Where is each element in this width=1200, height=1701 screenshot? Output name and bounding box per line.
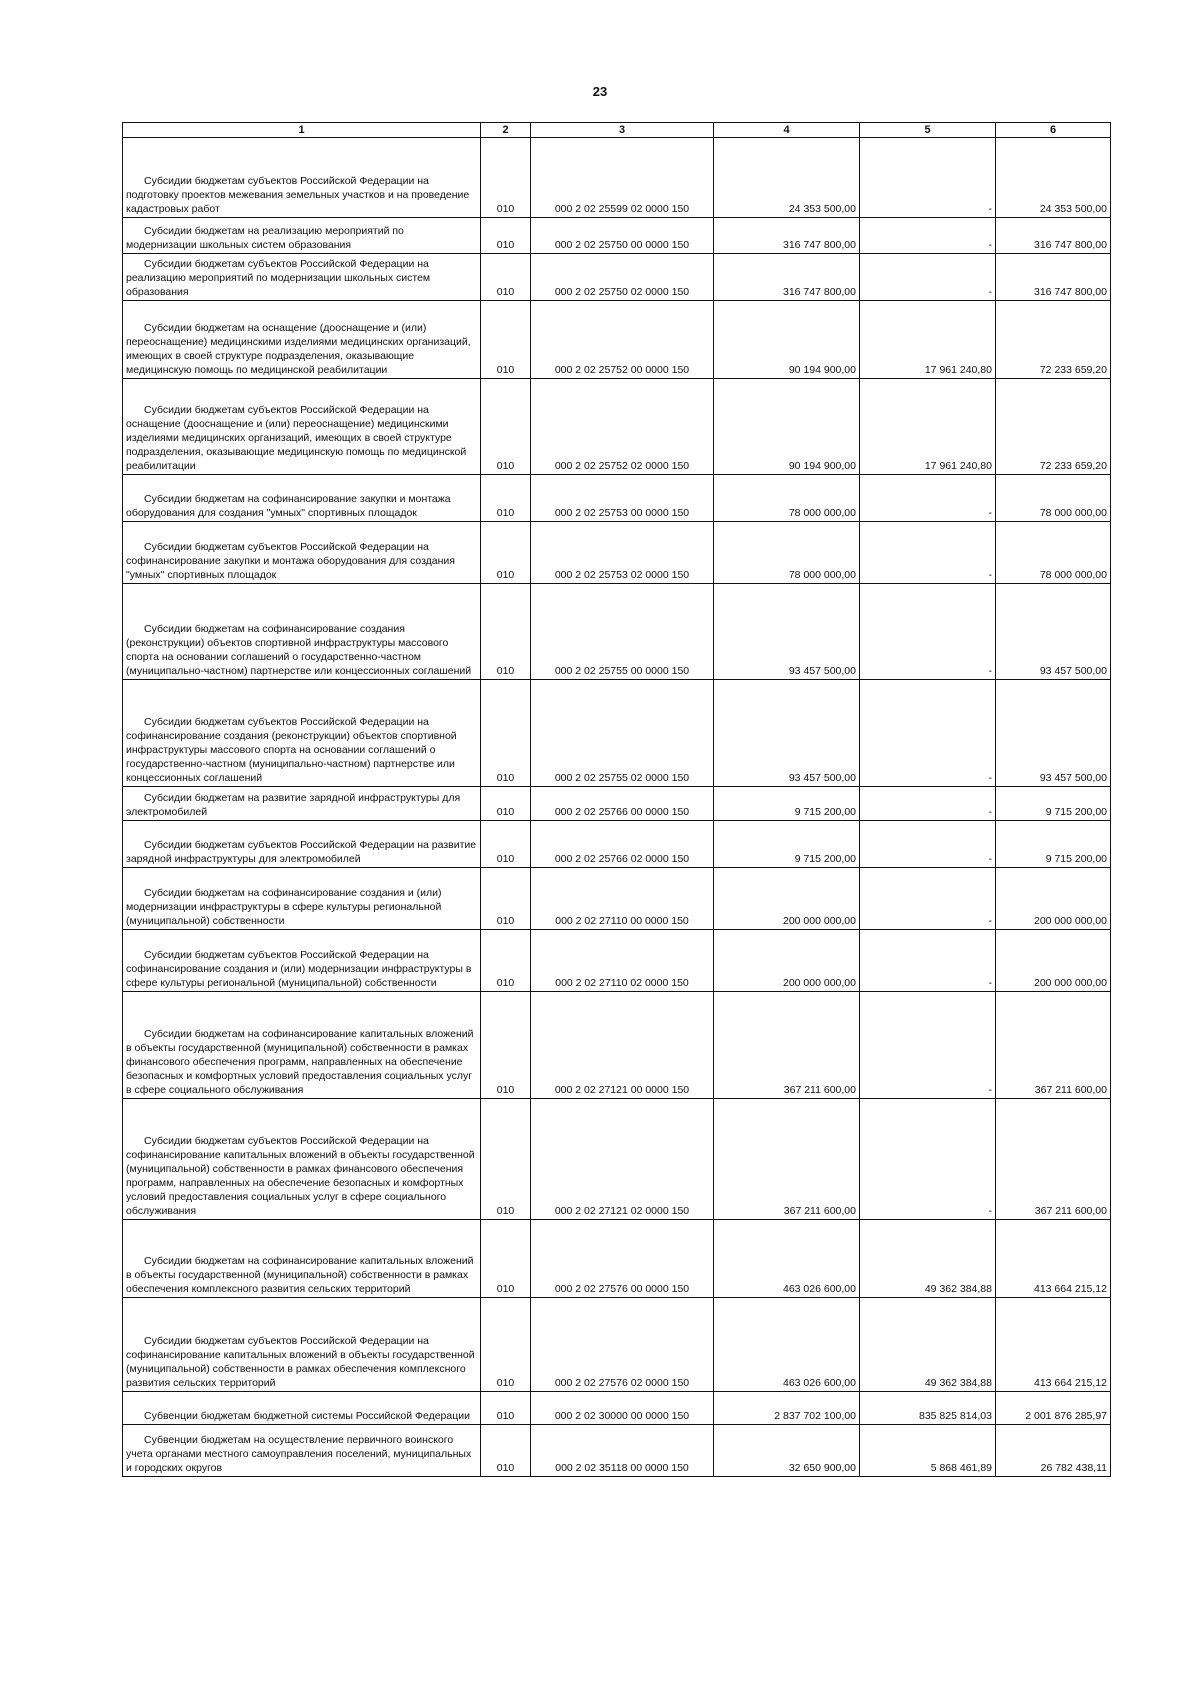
row-executed-amount: - bbox=[860, 680, 996, 787]
row-budget-code: 000 2 02 35118 00 0000 150 bbox=[531, 1425, 714, 1477]
row-name bbox=[123, 821, 481, 868]
row-admin-code: 010 bbox=[481, 475, 531, 522]
table-row bbox=[123, 138, 1111, 218]
row-remaining-amount: 72 233 659,20 bbox=[996, 379, 1111, 475]
row-remaining-amount: 9 715 200,00 bbox=[996, 787, 1111, 821]
row-executed-amount: - bbox=[860, 868, 996, 930]
row-planned-amount: 9 715 200,00 bbox=[714, 787, 860, 821]
row-remaining-amount: 2 001 876 285,97 bbox=[996, 1392, 1111, 1425]
column-header: 5 bbox=[860, 123, 996, 138]
column-header: 6 bbox=[996, 123, 1111, 138]
column-header: 1 bbox=[123, 123, 481, 138]
row-name-text: Субсидии бюджетам на оснащение (дооснащение и (или) переоснащение) медицинскими изделиями медицинских организаций, имеющих в своей структуре подразделения, оказывающие медицинскую помощь по медицинской реабилитации bbox=[126, 322, 471, 376]
row-executed-amount: 5 868 461,89 bbox=[860, 1425, 996, 1477]
row-budget-code: 000 2 02 25752 00 0000 150 bbox=[531, 301, 714, 379]
row-name bbox=[123, 1425, 481, 1477]
row-remaining-amount: 78 000 000,00 bbox=[996, 522, 1111, 584]
row-planned-amount: 463 026 600,00 bbox=[714, 1220, 860, 1298]
row-name-text: Субвенции бюджетам бюджетной системы Российской Федерации bbox=[144, 1410, 470, 1422]
row-executed-amount: - bbox=[860, 475, 996, 522]
row-planned-amount: 90 194 900,00 bbox=[714, 379, 860, 475]
row-executed-amount: - bbox=[860, 218, 996, 254]
row-name-text: Субсидии бюджетам на реализацию мероприятий по модернизации школьных систем образования bbox=[126, 225, 404, 251]
row-executed-amount: - bbox=[860, 584, 996, 680]
row-name bbox=[123, 992, 481, 1099]
row-name-text: Субсидии бюджетам субъектов Российской Федерации на софинансирование создания (реконструкции) объектов спортивной инфраструктуры массового спорта на основании соглашений о государственно-частном (муниципально-частном) партнерстве или концессионных соглашений bbox=[126, 716, 457, 784]
row-executed-amount: - bbox=[860, 930, 996, 992]
row-name bbox=[123, 680, 481, 787]
row-remaining-amount: 9 715 200,00 bbox=[996, 821, 1111, 868]
row-remaining-amount: 78 000 000,00 bbox=[996, 475, 1111, 522]
row-planned-amount: 32 650 900,00 bbox=[714, 1425, 860, 1477]
row-name-text: Субсидии бюджетам на софинансирование создания и (или) модернизации инфраструктуры в сфере культуры региональной (муниципальной) собственности bbox=[126, 887, 442, 927]
row-name bbox=[123, 475, 481, 522]
row-planned-amount: 367 211 600,00 bbox=[714, 992, 860, 1099]
row-planned-amount: 463 026 600,00 bbox=[714, 1298, 860, 1392]
row-budget-code: 000 2 02 27110 02 0000 150 bbox=[531, 930, 714, 992]
row-budget-code: 000 2 02 25753 00 0000 150 bbox=[531, 475, 714, 522]
row-remaining-amount: 26 782 438,11 bbox=[996, 1425, 1111, 1477]
row-planned-amount: 2 837 702 100,00 bbox=[714, 1392, 860, 1425]
row-planned-amount: 316 747 800,00 bbox=[714, 254, 860, 301]
row-name-text: Субсидии бюджетам на развитие зарядной инфраструктуры для электромобилей bbox=[126, 792, 461, 818]
row-admin-code: 010 bbox=[481, 254, 531, 301]
row-name-text: Субсидии бюджетам субъектов Российской Федерации на подготовку проектов межевания земельных участков и на проведение кадастровых работ bbox=[126, 175, 470, 215]
column-header: 3 bbox=[531, 123, 714, 138]
row-admin-code: 010 bbox=[481, 1298, 531, 1392]
row-planned-amount: 9 715 200,00 bbox=[714, 821, 860, 868]
table-row bbox=[123, 680, 1111, 787]
row-name-text: Субсидии бюджетам субъектов Российской Федерации на софинансирование капитальных вложений в объекты государственной (муниципальной) собственности в рамках обеспечения комплексного развития сельских территорий bbox=[126, 1335, 475, 1389]
row-remaining-amount: 316 747 800,00 bbox=[996, 218, 1111, 254]
row-executed-amount: - bbox=[860, 254, 996, 301]
row-admin-code: 010 bbox=[481, 992, 531, 1099]
row-remaining-amount: 413 664 215,12 bbox=[996, 1220, 1111, 1298]
row-name-text: Субсидии бюджетам субъектов Российской Федерации на софинансирование создания и (или) модернизации инфраструктуры в сфере культуры региональной (муниципальной) собственности bbox=[126, 949, 472, 989]
row-budget-code: 000 2 02 25755 02 0000 150 bbox=[531, 680, 714, 787]
row-admin-code: 010 bbox=[481, 930, 531, 992]
table-row bbox=[123, 1298, 1111, 1392]
row-remaining-amount: 413 664 215,12 bbox=[996, 1298, 1111, 1392]
row-name bbox=[123, 254, 481, 301]
table-row bbox=[123, 301, 1111, 379]
row-remaining-amount: 24 353 500,00 bbox=[996, 138, 1111, 218]
row-budget-code: 000 2 02 25766 02 0000 150 bbox=[531, 821, 714, 868]
table-body bbox=[123, 138, 1111, 1477]
table-row bbox=[123, 584, 1111, 680]
table-row bbox=[123, 475, 1111, 522]
row-executed-amount: - bbox=[860, 138, 996, 218]
column-header: 2 bbox=[481, 123, 531, 138]
row-planned-amount: 316 747 800,00 bbox=[714, 218, 860, 254]
row-executed-amount: 49 362 384,88 bbox=[860, 1220, 996, 1298]
row-admin-code: 010 bbox=[481, 1425, 531, 1477]
row-budget-code: 000 2 02 27576 00 0000 150 bbox=[531, 1220, 714, 1298]
row-executed-amount: 835 825 814,03 bbox=[860, 1392, 996, 1425]
row-admin-code: 010 bbox=[481, 1392, 531, 1425]
table-row bbox=[123, 1099, 1111, 1220]
row-name-text: Субсидии бюджетам субъектов Российской Федерации на софинансирование капитальных вложений в объекты государственной (муниципальной) собственности в рамках финансового обеспечения программ, направленных на обеспечение безопасных и комфортных условий предоставления социальных услуг в сфере социального обслуживания bbox=[126, 1135, 475, 1217]
row-executed-amount: - bbox=[860, 821, 996, 868]
row-admin-code: 010 bbox=[481, 522, 531, 584]
row-planned-amount: 78 000 000,00 bbox=[714, 475, 860, 522]
row-name bbox=[123, 930, 481, 992]
column-number-row bbox=[123, 123, 1111, 138]
row-name bbox=[123, 1298, 481, 1392]
row-executed-amount: 49 362 384,88 bbox=[860, 1298, 996, 1392]
row-executed-amount: - bbox=[860, 522, 996, 584]
table-row bbox=[123, 522, 1111, 584]
row-name-text: Субсидии бюджетам субъектов Российской Федерации на софинансирование закупки и монтажа оборудования для создания "умных" спортивных площадок bbox=[126, 541, 455, 581]
table-row bbox=[123, 992, 1111, 1099]
row-remaining-amount: 200 000 000,00 bbox=[996, 930, 1111, 992]
row-remaining-amount: 316 747 800,00 bbox=[996, 254, 1111, 301]
row-budget-code: 000 2 02 25750 02 0000 150 bbox=[531, 254, 714, 301]
row-name bbox=[123, 301, 481, 379]
row-name-text: Субсидии бюджетам субъектов Российской Федерации на развитие зарядной инфраструктуры для электромобилей bbox=[126, 839, 477, 865]
row-executed-amount: 17 961 240,80 bbox=[860, 379, 996, 475]
row-budget-code: 000 2 02 30000 00 0000 150 bbox=[531, 1392, 714, 1425]
row-admin-code: 010 bbox=[481, 138, 531, 218]
row-planned-amount: 90 194 900,00 bbox=[714, 301, 860, 379]
row-name bbox=[123, 522, 481, 584]
row-planned-amount: 200 000 000,00 bbox=[714, 868, 860, 930]
row-admin-code: 010 bbox=[481, 787, 531, 821]
row-name bbox=[123, 584, 481, 680]
row-name bbox=[123, 1220, 481, 1298]
row-budget-code: 000 2 02 27121 00 0000 150 bbox=[531, 992, 714, 1099]
row-name bbox=[123, 1392, 481, 1425]
row-remaining-amount: 93 457 500,00 bbox=[996, 584, 1111, 680]
row-budget-code: 000 2 02 25750 00 0000 150 bbox=[531, 218, 714, 254]
row-budget-code: 000 2 02 25599 02 0000 150 bbox=[531, 138, 714, 218]
row-remaining-amount: 72 233 659,20 bbox=[996, 301, 1111, 379]
row-planned-amount: 78 000 000,00 bbox=[714, 522, 860, 584]
table-row bbox=[123, 1220, 1111, 1298]
row-name-text: Субсидии бюджетам на софинансирование капитальных вложений в объекты государственной (муниципальной) собственности в рамках финансового обеспечения программ, направленных на обеспечение безопасных и комфортных условий предоставления социальных услуг в сфере социального обслуживания bbox=[126, 1028, 474, 1096]
row-executed-amount: - bbox=[860, 1099, 996, 1220]
table-row bbox=[123, 254, 1111, 301]
table-row bbox=[123, 218, 1111, 254]
table-row bbox=[123, 1425, 1111, 1477]
row-remaining-amount: 93 457 500,00 bbox=[996, 680, 1111, 787]
row-planned-amount: 93 457 500,00 bbox=[714, 680, 860, 787]
row-planned-amount: 24 353 500,00 bbox=[714, 138, 860, 218]
row-admin-code: 010 bbox=[481, 1220, 531, 1298]
row-admin-code: 010 bbox=[481, 1099, 531, 1220]
row-budget-code: 000 2 02 25766 00 0000 150 bbox=[531, 787, 714, 821]
table-row bbox=[123, 868, 1111, 930]
table-row bbox=[123, 1392, 1111, 1425]
row-budget-code: 000 2 02 27576 02 0000 150 bbox=[531, 1298, 714, 1392]
row-budget-code: 000 2 02 27121 02 0000 150 bbox=[531, 1099, 714, 1220]
row-budget-code: 000 2 02 25755 00 0000 150 bbox=[531, 584, 714, 680]
table-row bbox=[123, 930, 1111, 992]
row-name-text: Субвенции бюджетам на осуществление первичного воинского учета органами местного самоуправления поселений, муниципальных и городских округов bbox=[126, 1434, 472, 1474]
row-name bbox=[123, 379, 481, 475]
row-name-text: Субсидии бюджетам на софинансирование закупки и монтажа оборудования для создания "умных" спортивных площадок bbox=[126, 493, 451, 519]
row-budget-code: 000 2 02 27110 00 0000 150 bbox=[531, 868, 714, 930]
row-planned-amount: 93 457 500,00 bbox=[714, 584, 860, 680]
row-planned-amount: 200 000 000,00 bbox=[714, 930, 860, 992]
row-admin-code: 010 bbox=[481, 301, 531, 379]
row-name bbox=[123, 1099, 481, 1220]
row-admin-code: 010 bbox=[481, 584, 531, 680]
budget-table bbox=[122, 122, 1111, 1477]
row-name-text: Субсидии бюджетам на софинансирование капитальных вложений в объекты государственной (муниципальной) собственности в рамках обеспечения комплексного развития сельских территорий bbox=[126, 1255, 474, 1295]
row-admin-code: 010 bbox=[481, 218, 531, 254]
row-admin-code: 010 bbox=[481, 379, 531, 475]
page-number: 23 bbox=[592, 84, 608, 99]
row-executed-amount: 17 961 240,80 bbox=[860, 301, 996, 379]
row-remaining-amount: 367 211 600,00 bbox=[996, 1099, 1111, 1220]
row-name bbox=[123, 138, 481, 218]
row-executed-amount: - bbox=[860, 787, 996, 821]
row-name bbox=[123, 218, 481, 254]
row-remaining-amount: 367 211 600,00 bbox=[996, 992, 1111, 1099]
row-name bbox=[123, 868, 481, 930]
row-executed-amount: - bbox=[860, 992, 996, 1099]
row-name-text: Субсидии бюджетам на софинансирование создания (реконструкции) объектов спортивной инфраструктуры массового спорта на основании соглашений о государственно-частном (муниципально-частном) партнерстве или концессионных соглашений bbox=[126, 623, 472, 677]
row-name bbox=[123, 787, 481, 821]
row-name-text: Субсидии бюджетам субъектов Российской Федерации на оснащение (дооснащение и (или) переоснащение) медицинскими изделиями медицинских организаций, имеющих в своей структуре подразделения, оказывающие медицинскую помощь по медицинской реабилитации bbox=[126, 404, 467, 472]
row-name-text: Субсидии бюджетам субъектов Российской Федерации на реализацию мероприятий по модернизации школьных систем образования bbox=[126, 258, 431, 298]
row-planned-amount: 367 211 600,00 bbox=[714, 1099, 860, 1220]
row-remaining-amount: 200 000 000,00 bbox=[996, 868, 1111, 930]
table-row bbox=[123, 379, 1111, 475]
table-row bbox=[123, 821, 1111, 868]
table-row bbox=[123, 787, 1111, 821]
column-header: 4 bbox=[714, 123, 860, 138]
row-admin-code: 010 bbox=[481, 868, 531, 930]
row-admin-code: 010 bbox=[481, 680, 531, 787]
row-budget-code: 000 2 02 25753 02 0000 150 bbox=[531, 522, 714, 584]
row-admin-code: 010 bbox=[481, 821, 531, 868]
row-budget-code: 000 2 02 25752 02 0000 150 bbox=[531, 379, 714, 475]
